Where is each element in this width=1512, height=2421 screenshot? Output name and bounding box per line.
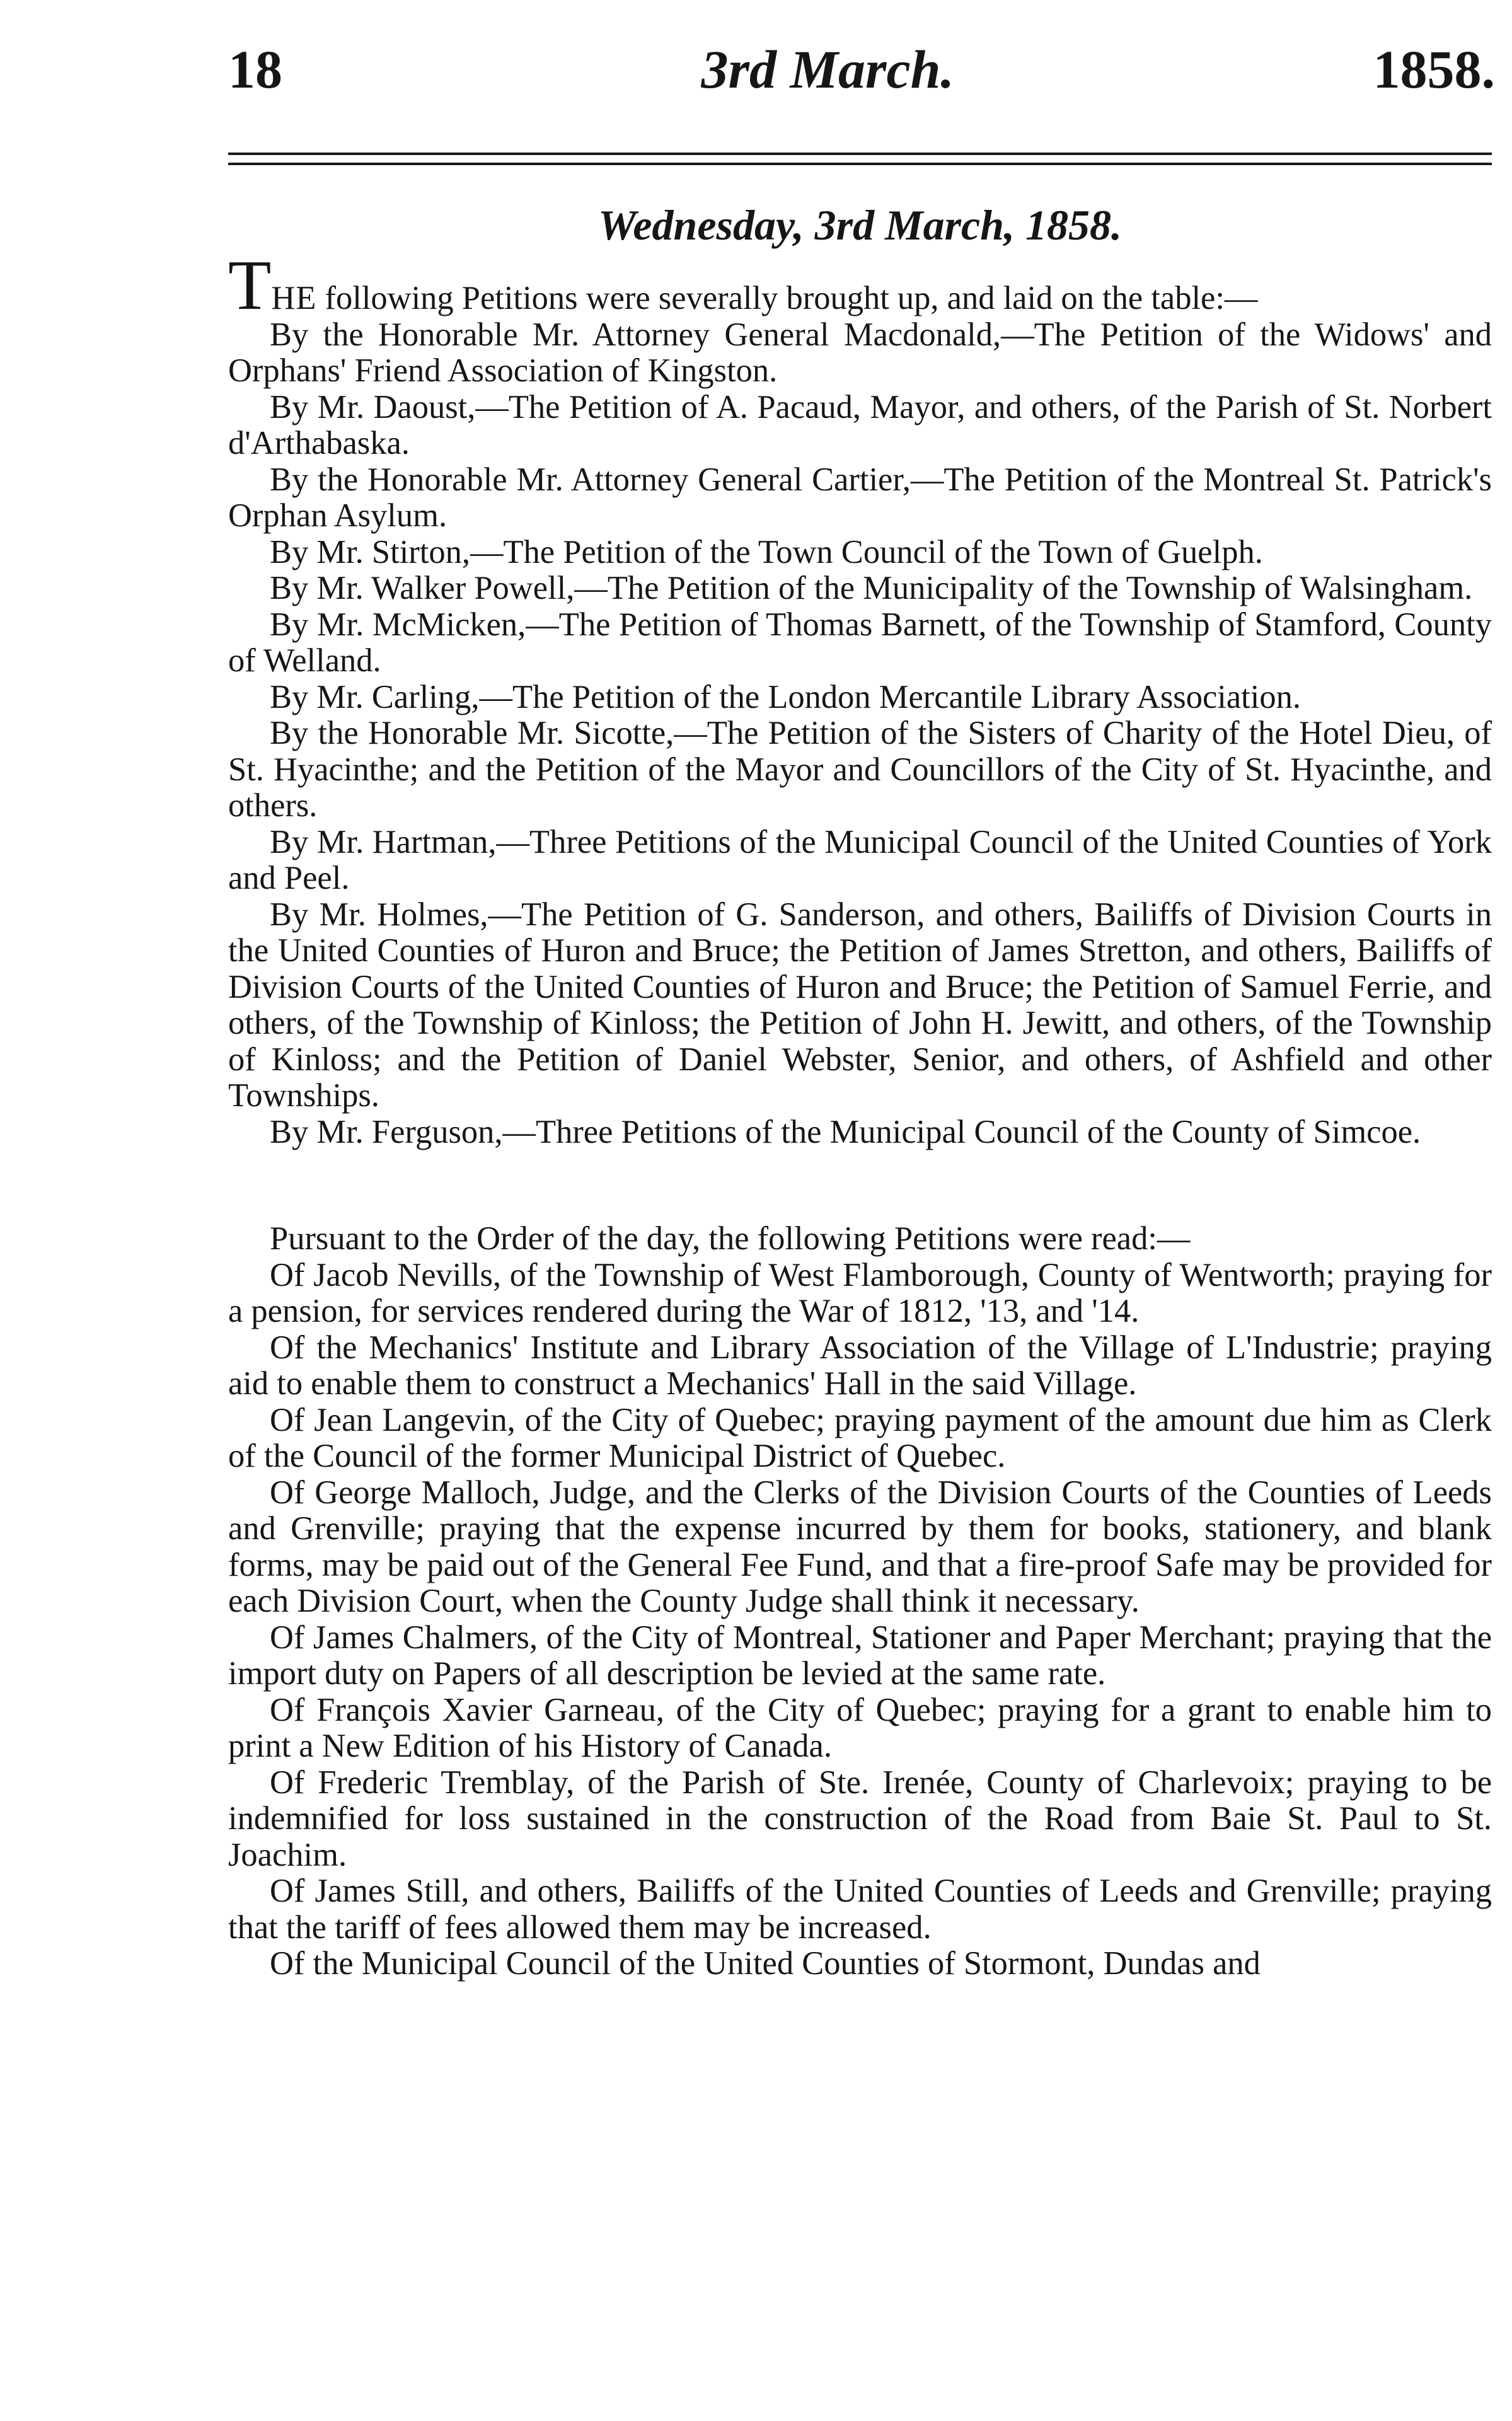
petition-presented: By the Honorable Mr. Attorney General Cartier,—The Petition of the Montreal St. Patrick's Orphan Asylum. [228, 461, 1492, 534]
petition-read: Of the Municipal Council of the United Counties of Stormont, Dundas and [270, 1945, 1261, 1982]
intro-paragraph [228, 246, 1492, 325]
petition-presented: By Mr. McMicken,—The Petition of Thomas Barnett, of the Township of Stamford, County of Welland. [228, 606, 1492, 679]
petition-read: Of Jean Langevin, of the City of Quebec; praying payment of the amount due him as Clerk of the Council of the former Municipal District of Quebec. [228, 1401, 1492, 1474]
petition-presented: By the Honorable Mr. Sicotte,—The Petition of the Sisters of Charity of the Hotel Dieu, of St. Hyacinthe; and the Petition of the Mayor and Councillors of the City of St. Hyacinthe, and others. [228, 715, 1492, 824]
petition-read: Of François Xavier Garneau, of the City of Quebec; praying for a grant to enable him to print a New Edition of his History of Canada. [228, 1691, 1492, 1764]
petition-read: Of Jacob Nevills, of the Township of West Flamborough, County of Wentworth; praying for a pension, for services rendered during the War of 1812, '13, and '14. [228, 1256, 1492, 1329]
page-header [228, 38, 1495, 107]
header-rule-bottom [228, 163, 1492, 165]
date-heading: Wednesday, 3rd March, 1858. [597, 201, 1122, 249]
petition-read: Of James Chalmers, of the City of Montreal, Stationer and Paper Merchant; praying that the import duty on Papers of all description be levied at the same rate. [228, 1619, 1492, 1692]
petition-read: Of Frederic Tremblay, of the Parish of Ste. Irenée, County of Charlevoix; praying to be indemnified for loss sustained in the construction of the Road from Baie St. Paul to St. Joachim. [228, 1764, 1492, 1873]
intro-text: following Petitions were severally brought up, and laid on the table:— [316, 280, 1258, 316]
page-year: 1858. [1373, 39, 1495, 100]
petition-presented: By Mr. Holmes,—The Petition of G. Sanderson, and others, Bailiffs of Division Courts in the United Counties of Huron and Bruce; the Petition of James Stretton, and others, Bailiffs of Division Courts of the United Counties of Huron and Bruce; the Petition of Samuel Ferrie, and others, of the Township of Kinloss; the Petition of John H. Jewitt, and others, of the Township of Kinloss; and the Petition of Daniel Webster, Senior, and others, of Ashfield and other Townships. [228, 896, 1492, 1114]
petition-presented: By Mr. Walker Powell,—The Petition of the Municipality of the Township of Walsingham. [270, 570, 1473, 606]
petition-read: Of George Malloch, Judge, and the Clerks of the Division Courts of the Counties of Leeds and Grenville; praying that the expense incurred by them for books, stationery, and blank forms, may be paid out of the General Fee Fund, and that a fire-proof Safe may be provided for each Division Court, when the County Judge shall think it necessary. [228, 1474, 1492, 1619]
petition-presented: By Mr. Daoust,—The Petition of A. Pacaud, Mayor, and others, of the Parish of St. Norbert d'Arthabaska. [228, 388, 1492, 461]
page-number: 18 [228, 39, 282, 100]
petitions-read-intro: Pursuant to the Order of the day, the following Petitions were read:— [270, 1220, 1191, 1257]
petition-presented: By Mr. Hartman,—Three Petitions of the Municipal Council of the United Counties of York and Peel. [228, 823, 1492, 896]
intro-smallcaps: HE [271, 280, 317, 316]
petition-presented: By Mr. Stirton,—The Petition of the Town Council of the Town of Guelph. [270, 533, 1263, 570]
petition-presented: By Mr. Ferguson,—Three Petitions of the Municipal Council of the County of Simcoe. [270, 1113, 1421, 1150]
section-gap [228, 1150, 1492, 1221]
header-rule-top [228, 153, 1492, 155]
petition-presented: By Mr. Carling,—The Petition of the London Mercantile Library Association. [270, 678, 1301, 715]
petition-presented: By the Honorable Mr. Attorney General Macdonald,—The Petition of the Widows' and Orphans' Friend Association of Kingston. [228, 316, 1492, 389]
petition-read: Of James Still, and others, Bailiffs of the United Counties of Leeds and Grenville; praying that the tariff of fees allowed them may be increased. [228, 1873, 1492, 1946]
running-title: 3rd March. [701, 39, 954, 100]
drop-cap: T [228, 246, 272, 325]
petition-read: Of the Mechanics' Institute and Library Association of the Village of L'Industrie; praying aid to enable them to construct a Mechanics' Hall in the said Village. [228, 1329, 1492, 1402]
journal-body [228, 246, 1492, 1982]
